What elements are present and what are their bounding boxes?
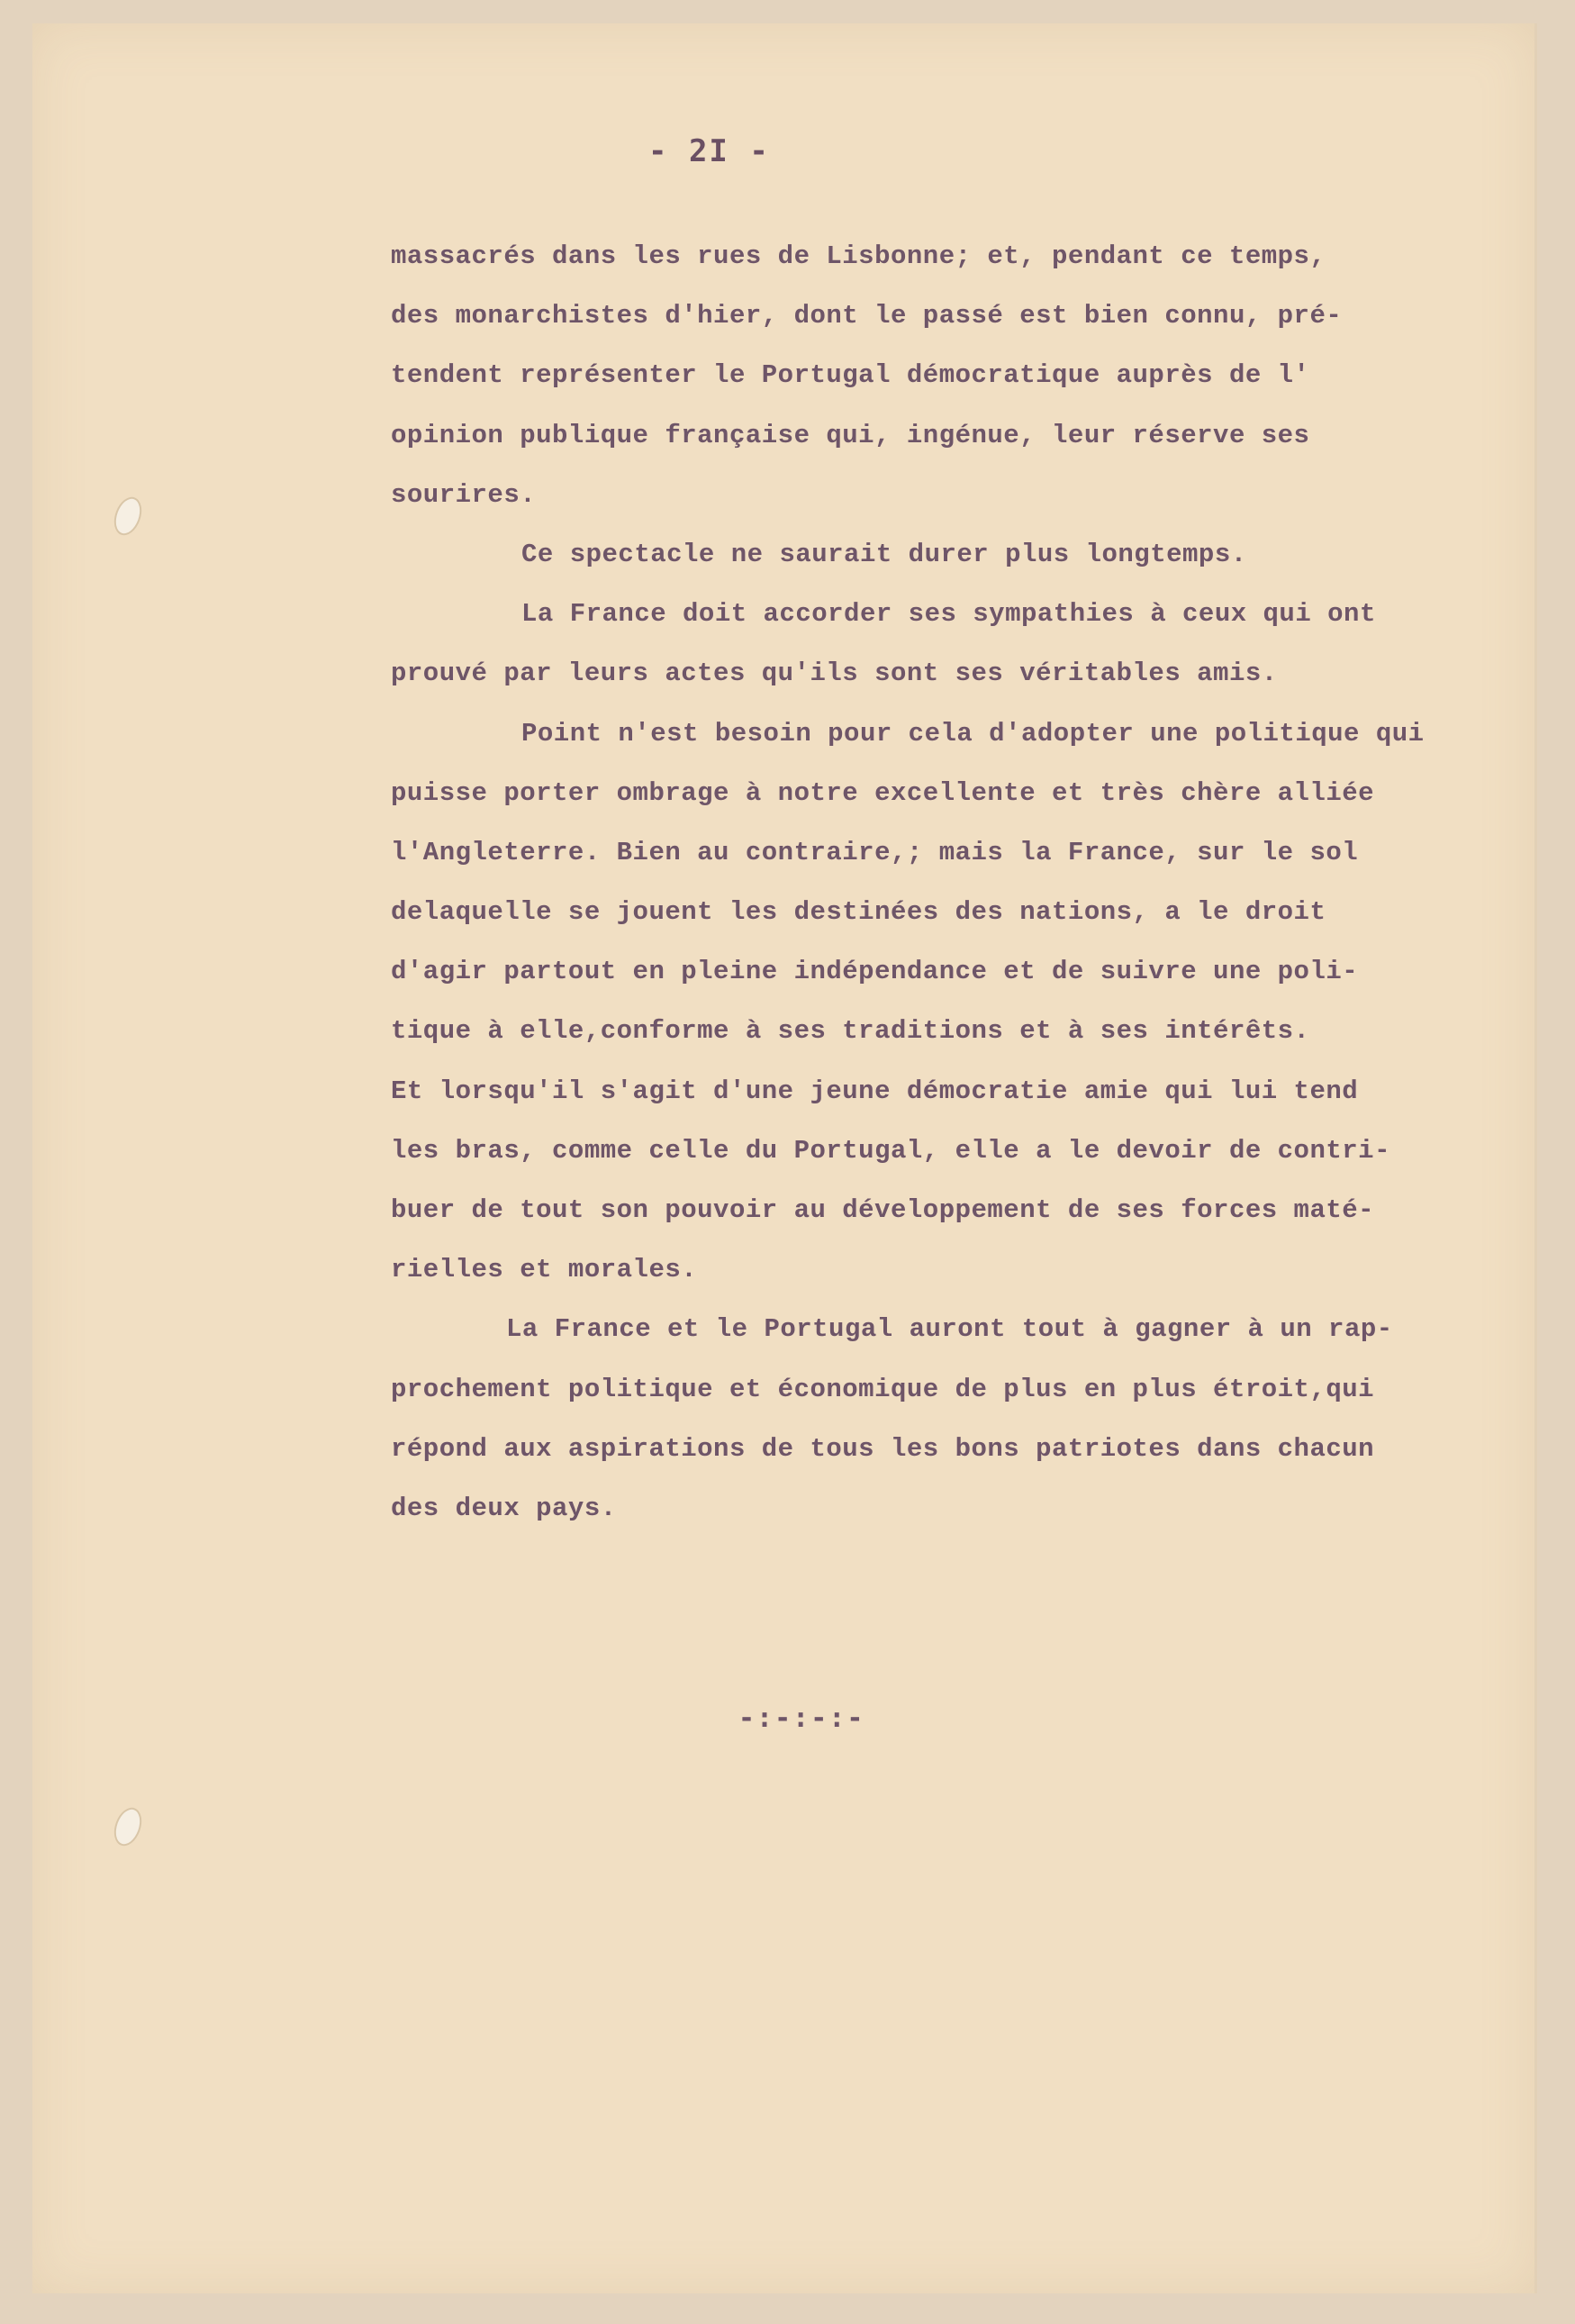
text-line: delaquelle se jouent les destinées des nations, a le droit <box>391 897 1326 928</box>
paragraph-start-line: Point n'est besoin pour cela d'adopter une politique qui <box>521 718 1425 749</box>
text-line: massacrés dans les rues de Lisbonne; et, pendant ce temps, <box>391 241 1326 271</box>
text-line: buer de tout son pouvoir au développement de ses forces maté- <box>391 1195 1375 1225</box>
text-line: d'agir partout en pleine indépendance et de suivre une poli- <box>391 957 1359 987</box>
paragraph-start-line: La France et le Portugal auront tout à gagner à un rap- <box>506 1314 1393 1345</box>
text-line: opinion publique française qui, ingénue, leur réserve ses <box>391 420 1310 450</box>
text-line: des deux pays. <box>391 1493 617 1523</box>
end-separator: -:-:-:- <box>738 1702 865 1734</box>
text-line: tendent représenter le Portugal démocratique auprès de l' <box>391 360 1310 391</box>
page-number: - 2I - <box>648 133 770 169</box>
text-line: sourires. <box>391 479 537 510</box>
text-line: des monarchistes d'hier, dont le passé est bien connu, pré- <box>391 301 1343 331</box>
punch-hole-bottom <box>109 1804 146 1850</box>
paragraph-start-line: Ce spectacle ne saurait durer plus longtemps. <box>521 539 1247 569</box>
text-line: puisse porter ombrage à notre excellente et très chère alliée <box>391 777 1375 808</box>
text-line: les bras, comme celle du Portugal, elle a le devoir de contri- <box>391 1135 1390 1166</box>
text-line: rielles et morales. <box>391 1255 698 1285</box>
punch-hole-top <box>109 494 146 540</box>
body-text <box>391 227 1480 1539</box>
text-line: Et lorsqu'il s'agit d'une jeune démocratie amie qui lui tend <box>391 1076 1359 1106</box>
text-line: l'Angleterre. Bien au contraire,; mais la France, sur le sol <box>391 837 1359 867</box>
text-line: prouvé par leurs actes qu'ils sont ses véritables amis. <box>391 658 1278 689</box>
text-line: répond aux aspirations de tous les bons patriotes dans chacun <box>391 1433 1375 1464</box>
text-line: prochement politique et économique de plus en plus étroit,qui <box>391 1374 1375 1404</box>
paragraph-start-line: La France doit accorder ses sympathies à ceux qui ont <box>521 599 1376 630</box>
text-line: tique à elle,conforme à ses traditions et à ses intérêts. <box>391 1016 1310 1047</box>
